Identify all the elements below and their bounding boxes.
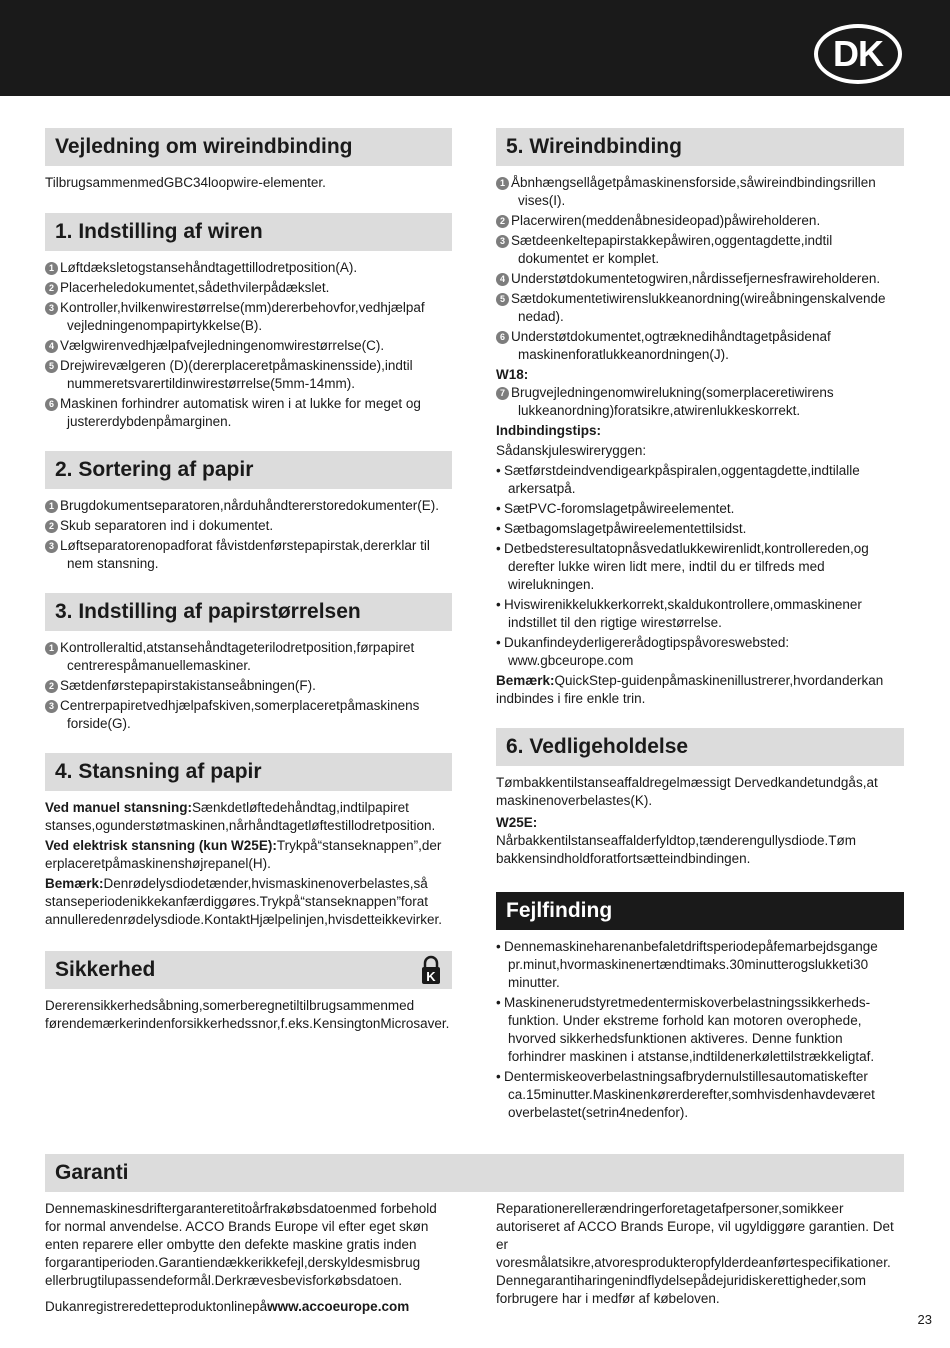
registration-link[interactable]: www.accoeurope.com (267, 1299, 410, 1314)
paragraph-text: Sænkdetløftedehåndtag,indtilpapiret stanses,ogunderstøtmaskinen,nårhåndtagetløftestillodretposition. (45, 800, 436, 833)
section-title-1: 1. Indstilling af wiren (45, 213, 452, 251)
step-number: 7 (496, 387, 509, 400)
step-number: 2 (496, 215, 509, 228)
svg-text:K: K (426, 969, 436, 984)
bullet-item (496, 540, 904, 594)
step-number: 6 (496, 331, 509, 344)
list-item (45, 697, 452, 733)
step-number: 3 (45, 700, 58, 713)
step-number: 6 (45, 398, 58, 411)
w18-label: W18: (496, 367, 529, 382)
bullet-item (496, 520, 904, 538)
bullet-text: Sætbagomslagetpåwireelementettilsidst. (504, 521, 747, 536)
bullet-text: Sætførstdeindvendigearkpåspiralen,oggentagdette,indtilalle arkersatpå. (504, 463, 860, 496)
bullet-text: Detbedsteresultatopnåsvedatlukkewirenlidt,kontrollereden,og derefter lukke wiren lidt mere, indtil du er tilfreds med wirelukningen. (504, 541, 869, 592)
list-item (496, 384, 904, 420)
bullet-icon: • (496, 501, 501, 516)
warranty-right (496, 1200, 904, 1308)
section-1-list (45, 259, 452, 431)
section-4-body (45, 799, 452, 929)
section-title-warranty: Garanti (45, 1154, 904, 1192)
list-item-text: Placerheledokumentet,sådethvilerpådækslet. (60, 280, 330, 295)
country-badge: DK (814, 24, 902, 84)
warranty-section (45, 1154, 904, 1192)
troubleshooting-list (496, 938, 904, 1122)
step-number: 1 (45, 500, 58, 513)
bullet-text: Dennemaskineharenanbefaletdriftsperiodepåfemarbejdsgange pr.minut,hvormaskinenertændtimaks.30minutterogslukketi30 minutter. (504, 939, 878, 990)
intro-text: TilbrugsammenmedGBC34loopwire-elementer. (45, 175, 326, 190)
bullet-text: Hviswirenikkelukkerkorrekt,skaldukontrollere,ommaskinener indstillet til den rigtige wirestørrelse. (504, 597, 862, 630)
electric-punching-text (45, 837, 452, 873)
list-item-text: Sætdenførstepapirstakistanseåbningen(F). (60, 678, 316, 693)
section-title-troubleshooting: Fejlfinding (496, 892, 904, 930)
label-bold: Bemærk: (496, 673, 555, 688)
step-number: 4 (45, 340, 58, 353)
list-item-text: Skub separatoren ind i dokumentet. (60, 518, 274, 533)
bullet-icon: • (496, 995, 501, 1010)
tips-intro: Sådanskjuleswireryggen: (496, 443, 647, 458)
list-item-text: Åbnhængsellågetpåmaskinensforside,såwireindbindingsrillen vises(I). (511, 175, 876, 208)
bullet-icon: • (496, 1069, 501, 1084)
bullet-text: Dentermiskeoverbelastningsafbrydernulstillesautomatiskefter ca.15minutter.Maskinenkørerderefter,somhvisdenhavdeværet overbelastet(setrin4nedenfor). (504, 1069, 875, 1120)
list-item-text: Løftseparatorenopadforat fåvistdenførstepapirstak,dererklar til nem stansning. (60, 538, 430, 571)
bullet-item (496, 994, 904, 1066)
list-item-text: Vælgwirenvedhjælpafvejledningenomwirestørrelse(C). (60, 338, 385, 353)
section-title-text: Sikkerhed (55, 958, 156, 981)
list-item-text: Maskinen forhindrer automatisk wiren i at lukke for meget og justererdybdenpåmarginen. (60, 396, 421, 429)
kensington-lock-icon (420, 955, 442, 985)
list-item (496, 328, 904, 364)
warranty-text-right: Reparationerellerændringerforetagetafpersoner,somikkeer autoriseret af ACCO Brands Europe, vil ugyldiggøre garantien. Det er voresmålatsikre,atvoresprodukteropfylderdeanførtespecifikationer. Dennegarantiharingenindflydelsepådejuridiskerettigheder,som forbrugere har i medfør af købeloven. (496, 1201, 894, 1306)
label-bold: Bemærk: (45, 876, 104, 891)
right-column (496, 128, 904, 1124)
list-item-text: Brugdokumentseparatoren,nårduhåndtererstoredokumenter(E). (60, 498, 439, 513)
note-text (45, 875, 452, 929)
registration-text (45, 1298, 452, 1316)
list-item-text: Centrerpapiretvedhjælpafskiven,somerplaceretpåmaskinens forside(G). (60, 698, 420, 731)
step-number: 5 (45, 360, 58, 373)
bullet-text: Maskinenerudstyretmedentermiskoverbelastningssikkerheds- funktion. Under ekstreme forhold kan motoren overophede, hvorved sikkerhedsfunktionen aktiveres. Denne funktion forhindrer maskinen i atstanse,indtildenerkølettilstrækkeligtaf. (504, 995, 875, 1064)
list-item (45, 395, 452, 431)
list-item (45, 537, 452, 573)
section-title-6: 6. Vedligeholdelse (496, 728, 904, 766)
bullet-item (496, 634, 904, 670)
list-item (496, 174, 904, 210)
step-number: 3 (45, 540, 58, 553)
top-banner (0, 0, 950, 96)
list-item-text: Kontrolleraltid,atstansehåndtageterilodretposition,førpapiret centrerespåmanuellemaskiner. (60, 640, 415, 673)
section-2-list (45, 497, 452, 573)
list-item-text: Understøtdokumentetogwiren,nårdissefjernesfrawireholderen. (511, 271, 881, 286)
section-title-4: 4. Stansning af papir (45, 753, 452, 791)
step-number: 2 (45, 520, 58, 533)
label-bold: Ved manuel stansning: (45, 800, 193, 815)
bullet-text: SætPVC-foromslagetpåwireelementet. (504, 501, 735, 516)
paragraph-text: QuickStep-guidenpåmaskinenillustrerer,hvordanderkan indbindes i fire enkle trin. (496, 673, 884, 706)
list-item (496, 232, 904, 268)
list-item (496, 290, 904, 326)
list-item-text: Brugvejledningenomwirelukning(somerplaceretiwirens lukkeanordning)foratsikre,atwirenlukkeskorrekt. (511, 385, 834, 418)
step-number: 1 (45, 642, 58, 655)
left-column (45, 128, 452, 1033)
w25e-label: W25E: (496, 815, 538, 830)
step-number: 2 (45, 282, 58, 295)
warranty-left (45, 1200, 452, 1316)
bullet-icon: • (496, 597, 501, 612)
list-item-text: Understøtdokumentet,ogtræknedihåndtagetpåsidenaf maskinenforatlukkeanordningen(J). (511, 329, 831, 362)
tips-title: Indbindingstips: (496, 423, 601, 438)
paragraph-text: Dukanregistreredetteproduktonlinepå (45, 1299, 268, 1314)
bullet-icon: • (496, 635, 501, 650)
step-number: 3 (496, 235, 509, 248)
list-item-text: Sætdokumentetiwirenslukkeanordning(wireåbningenskalvende nedad). (511, 291, 886, 324)
list-item (45, 639, 452, 675)
section-title-safety (45, 951, 452, 989)
tips-list (496, 462, 904, 670)
step-number: 1 (496, 177, 509, 190)
step-number: 2 (45, 680, 58, 693)
list-item (45, 497, 452, 515)
list-item (45, 357, 452, 393)
maintenance-text: Tømbakkentilstanseaffaldregelmæssigt Dervedkandetundgås,at maskinenoverbelastes(K). (496, 775, 878, 808)
maintenance-text-2: Nårbakkentilstanseaffalderfyldtop,tænderengullysdiode.Tøm bakkensindholdforatfortsætteindbindingen. (496, 833, 856, 866)
section-title-2: 2. Sortering af papir (45, 451, 452, 489)
list-item-text: Sætdeenkeltepapirstakkepåwiren,oggentagdette,indtil dokumentet er komplet. (511, 233, 833, 266)
list-item (496, 212, 904, 230)
bullet-icon: • (496, 521, 501, 536)
list-item-text: Løftdæksletogstansehåndtagettillodretposition(A). (60, 260, 358, 275)
list-item (45, 299, 452, 335)
bullet-item (496, 1068, 904, 1122)
section-5-list (496, 174, 904, 364)
list-item (45, 259, 452, 277)
label-bold: Ved elektrisk stansning (kun W25E): (45, 838, 277, 853)
list-item (45, 279, 452, 297)
list-item (45, 337, 452, 355)
list-item-text: Kontroller,hvilkenwirestørrelse(mm)dererbehovfor,vedhjælpaf vejledningenompapirtykkelse(B). (60, 300, 425, 333)
bullet-text: Dukanfindeyderligererådogtipspåvoreswebsted: www.gbceurope.com (504, 635, 790, 668)
list-item (45, 677, 452, 695)
bullet-icon: • (496, 463, 501, 478)
safety-text: Dererensikkerhedsåbning,somerberegnetiltilbrugsammenmed førendemærkerindenforsikkerhedssnor,f.eks.KensingtonMicrosaver. (45, 998, 450, 1031)
paragraph-text: Trykpå“stanseknappen”,der erplaceretpåmaskinenshøjrepanel(H). (45, 838, 442, 871)
step-number: 3 (45, 302, 58, 315)
step-number: 5 (496, 293, 509, 306)
list-item (496, 270, 904, 288)
quickstep-note (496, 672, 904, 708)
step-number: 4 (496, 273, 509, 286)
warranty-text-left: Dennemaskinesdriftergaranteretitoårfrakøbsdatoenmed forbehold for normal anvendelse. ACCO Brands Europe vil efter eget skøn enten reparere eller ombytte den defekte maskine gratis inden forgarantiperioden.Garantiendækkerikkefejl,derskyldesmisbrug ellerbrugtilupassendeformål.Derkrævesbevisforkøbsdatoen. (45, 1201, 437, 1288)
manual-punching-text (45, 799, 452, 835)
bullet-item (496, 462, 904, 498)
section-title-3: 3. Indstilling af papirstørrelsen (45, 593, 452, 631)
section-3-list (45, 639, 452, 733)
list-item-text: Drejwirevælgeren (D)(dererplaceretpåmaskinensside),indtil nummeretsvarertildinwirestørrelse(5mm-14mm). (60, 358, 413, 391)
bullet-item (496, 596, 904, 632)
list-item-text: Placerwiren(meddenåbnesideopad)påwireholderen. (511, 213, 821, 228)
bullet-item (496, 500, 904, 518)
paragraph-text: Denrødelysdiodetænder,hvismaskinenoverbelastes,så stanseperiodenikkekanfærdiggøres.Trykpå“stanseknappen”forat annulleredenrødelysdiode.KontaktHjælpelinjen,hvisdetteikkevirker. (45, 876, 442, 927)
section-title-5: 5. Wireindbinding (496, 128, 904, 166)
step-number: 1 (45, 262, 58, 275)
page-number: 23 (917, 1312, 932, 1327)
bullet-icon: • (496, 939, 501, 954)
section-title-intro: Vejledning om wireindbinding (45, 128, 452, 166)
list-item (45, 517, 452, 535)
bullet-item (496, 938, 904, 992)
bullet-icon: • (496, 541, 501, 556)
